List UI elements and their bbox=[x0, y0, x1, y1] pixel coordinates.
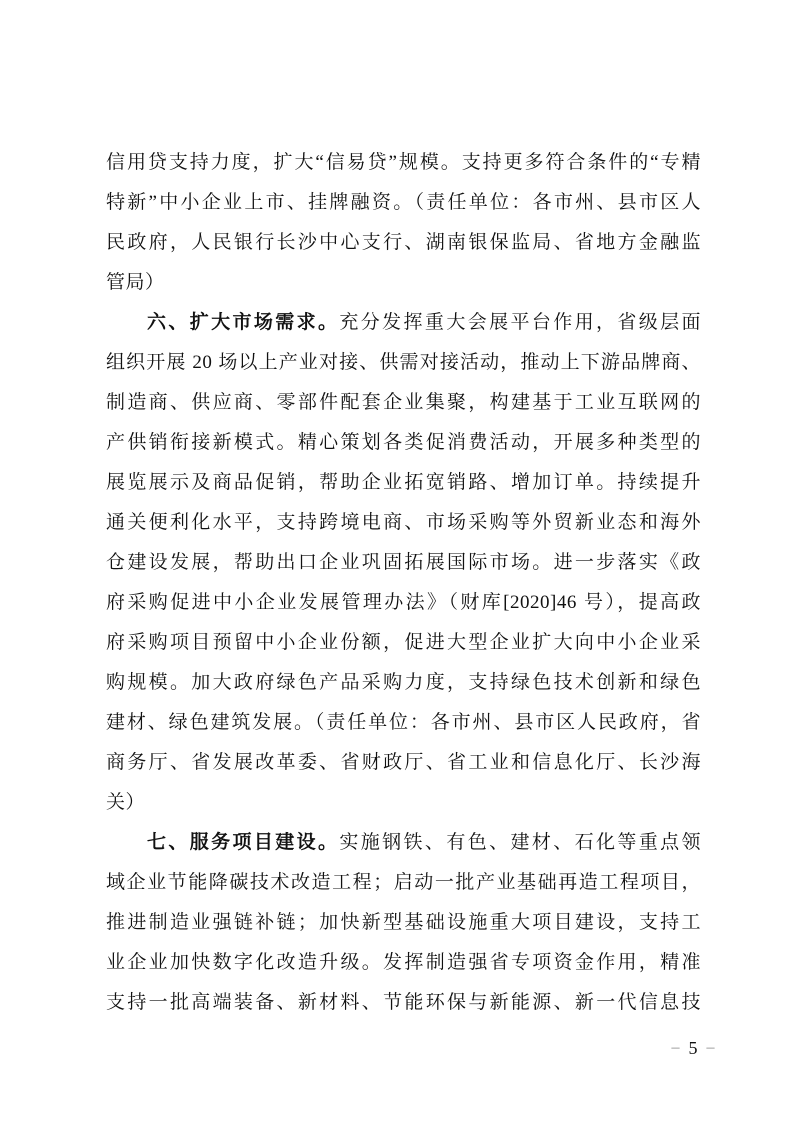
page-number-value: 5 bbox=[688, 1038, 698, 1058]
document-line: 关） bbox=[106, 792, 146, 813]
section-heading-rest: 实施钢铁、有色、建材、石化等重点领 bbox=[339, 832, 701, 853]
document-line: 府采购促进中小企业发展管理办法》（财库[2020]46 号），提高政 bbox=[106, 592, 701, 613]
document-line: 购规模。加大政府绿色产品采购力度，支持绿色技术创新和绿色 bbox=[106, 672, 701, 693]
page-number bbox=[618, 1038, 768, 1059]
page-number-dash-left: – bbox=[671, 1039, 680, 1056]
document-line: 支持一批高端装备、新材料、节能环保与新能源、新一代信息技 bbox=[106, 992, 701, 1013]
document-line: 管局） bbox=[106, 272, 165, 293]
section-heading: 七、服务项目建设。 bbox=[147, 832, 340, 853]
document-line bbox=[106, 823, 701, 863]
document-line: 特新”中小企业上市、挂牌融资。（责任单位：各市州、县市区人 bbox=[106, 192, 701, 213]
document-line: 域企业节能降碳技术改造工程；启动一批产业基础再造工程项目， bbox=[106, 872, 701, 893]
document-line: 民政府，人民银行长沙中心支行、湖南银保监局、省地方金融监 bbox=[106, 232, 701, 253]
section-heading-rest: 充分发挥重大会展平台作用，省级层面 bbox=[339, 312, 701, 333]
document-line: 业企业加快数字化改造升级。发挥制造强省专项资金作用，精准 bbox=[106, 952, 701, 973]
document-line: 制造商、供应商、零部件配套企业集聚，构建基于工业互联网的 bbox=[106, 392, 701, 413]
document-body bbox=[106, 143, 701, 1023]
document-line: 推进制造业强链补链；加快新型基础设施重大项目建设，支持工 bbox=[106, 912, 701, 933]
document-line: 仓建设发展，帮助出口企业巩固拓展国际市场。进一步落实《政 bbox=[106, 552, 701, 573]
document-line: 商务厅、省发展改革委、省财政厅、省工业和信息化厅、长沙海 bbox=[106, 752, 701, 773]
document-line: 产供销衔接新模式。精心策划各类促消费活动，开展多种类型的 bbox=[106, 432, 701, 453]
document-line: 通关便利化水平，支持跨境电商、市场采购等外贸新业态和海外 bbox=[106, 512, 701, 533]
document-line: 府采购项目预留中小企业份额，促进大型企业扩大向中小企业采 bbox=[106, 632, 701, 653]
document-line: 展览展示及商品促销，帮助企业拓宽销路、增加订单。持续提升 bbox=[106, 472, 701, 493]
section-heading: 六、扩大市场需求。 bbox=[147, 312, 340, 333]
document-line: 信用贷支持力度，扩大“信易贷”规模。支持更多符合条件的“专精 bbox=[106, 152, 701, 173]
page-number-dash-right: – bbox=[706, 1039, 715, 1056]
document-line bbox=[106, 303, 701, 343]
document-line: 建材、绿色建筑发展。（责任单位：各市州、县市区人民政府，省 bbox=[106, 712, 701, 733]
document-line: 组织开展 20 场以上产业对接、供需对接活动，推动上下游品牌商、 bbox=[106, 352, 701, 373]
